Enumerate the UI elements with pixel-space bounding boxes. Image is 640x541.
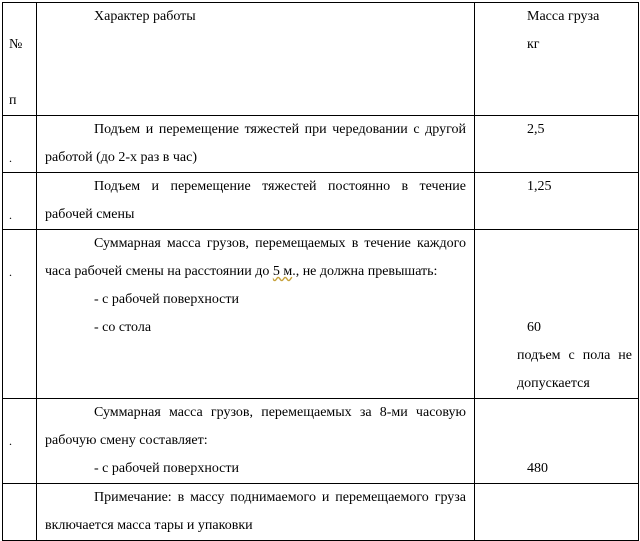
row-3-text: Суммарная масса грузов, перемещаемых в течение каждого часа рабочей смены на расстоянии до 5 м., не должна превышать: xyxy=(45,236,466,279)
table-row xyxy=(3,116,639,173)
row-2-value-cell xyxy=(475,173,639,230)
table-row xyxy=(3,173,639,230)
row-4-value-cell xyxy=(475,399,639,484)
header-mass-cell xyxy=(475,3,639,116)
row-1-desc xyxy=(37,116,475,173)
row-4-desc xyxy=(37,399,475,484)
row-2-desc xyxy=(37,173,475,230)
row-4-text: Суммарная масса грузов, перемещаемых за 8-ми часовую рабочую смену составляет: xyxy=(45,405,466,448)
header-mass-label: Масса груза xyxy=(527,9,600,24)
row-1-value: 2,5 xyxy=(527,122,545,137)
header-num-label-2: п xyxy=(9,93,17,108)
row-2-text: Подъем и перемещение тяжестей постоянно в течение рабочей смены xyxy=(45,179,466,222)
table-row xyxy=(3,230,639,399)
header-work-cell xyxy=(37,3,475,116)
row-3-value-1: 60 xyxy=(527,320,541,335)
header-num-label: № xyxy=(9,37,23,52)
table-row xyxy=(3,399,639,484)
row-1-num: . xyxy=(3,116,37,173)
distance-value: 5 м xyxy=(272,264,293,279)
row-2-num: . xyxy=(3,173,37,230)
row-1-text: Подъем и перемещение тяжестей при чередовании с другой работой (до 2-х раз в час) xyxy=(45,122,466,165)
row-5-value-cell xyxy=(475,484,639,541)
row-2-value: 1,25 xyxy=(527,179,552,194)
header-mass-unit: кг xyxy=(527,37,540,52)
row-4-value: 480 xyxy=(527,461,548,476)
header-num-cell xyxy=(3,3,37,116)
row-5-num xyxy=(3,484,37,541)
table-row xyxy=(3,484,639,541)
row-3-desc xyxy=(37,230,475,399)
row-5-note: Примечание: в массу поднимаемого и перемещаемого груза включается масса тары и упаковки xyxy=(45,490,466,533)
row-3-value-cell xyxy=(475,230,639,399)
row-4-num: . xyxy=(3,399,37,484)
row-3-num: . xyxy=(3,230,37,399)
row-4-item-1: - с рабочей поверхности xyxy=(94,461,239,476)
row-3-item-2: - со стола xyxy=(94,320,152,335)
row-3-value-2: подъем с пола не допускается xyxy=(517,348,632,391)
row-1-value-cell xyxy=(475,116,639,173)
row-3-item-1: - с рабочей поверхности xyxy=(94,292,239,307)
header-work-label: Характер работы xyxy=(94,9,196,24)
load-limits-table xyxy=(2,2,639,541)
row-5-desc xyxy=(37,484,475,541)
table-header-row xyxy=(3,3,639,116)
